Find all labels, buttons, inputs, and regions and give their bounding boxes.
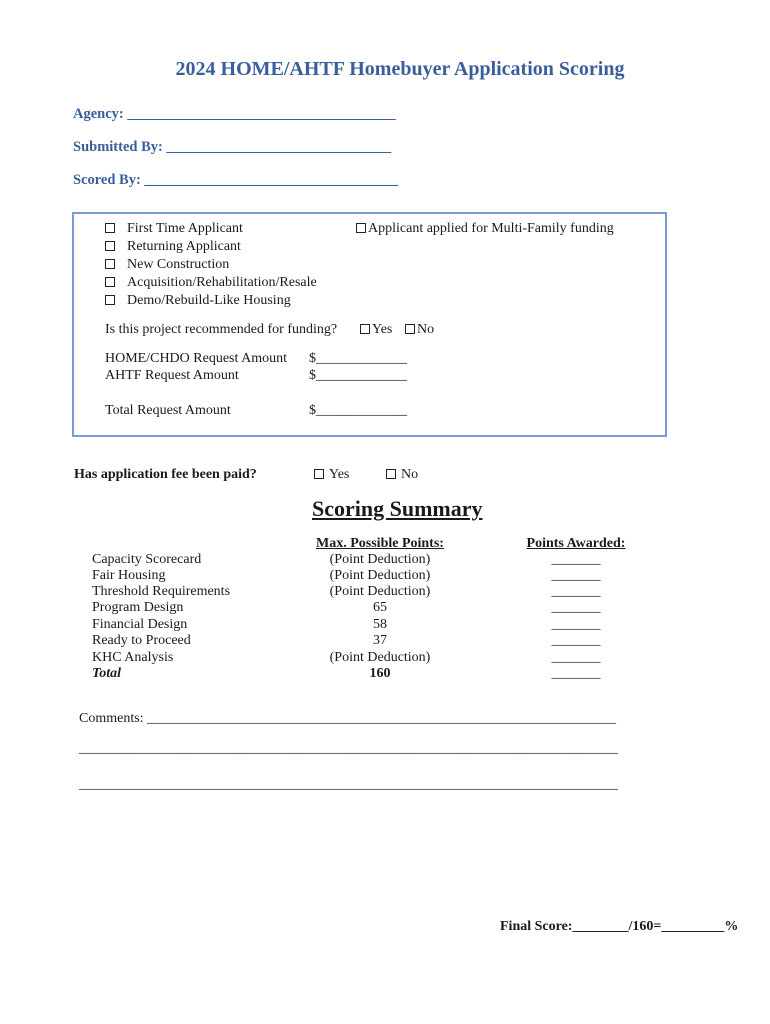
option-multifamily-funding[interactable]: Applicant applied for Multi-Family funding bbox=[356, 220, 614, 238]
final-score-field[interactable]: Final Score:________/160=_________% bbox=[500, 919, 739, 934]
row-label: Program Design bbox=[92, 600, 184, 615]
option-new-construction[interactable]: New Construction bbox=[105, 256, 229, 274]
agency-field[interactable]: Agency: _____________________________________ bbox=[73, 106, 396, 122]
fee-question: Has application fee been paid? bbox=[74, 467, 257, 482]
total-awarded-field[interactable]: _______ bbox=[551, 666, 601, 681]
row-max: 37 bbox=[373, 633, 387, 648]
scored-by-field[interactable]: Scored By: ___________________________________ bbox=[73, 172, 399, 188]
page-title: 2024 HOME/AHTF Homebuyer Application Scoring bbox=[175, 58, 625, 80]
comments-line-2[interactable]: _____________________________________________________________________________ bbox=[79, 741, 618, 756]
fee-yes[interactable]: Yes bbox=[314, 466, 349, 484]
row-label: Capacity Scorecard bbox=[92, 552, 202, 567]
total-max: 160 bbox=[369, 666, 391, 681]
option-first-time-applicant[interactable]: First Time Applicant bbox=[105, 220, 243, 238]
total-request-label: Total Request Amount bbox=[105, 403, 231, 418]
total-label: Total bbox=[92, 666, 122, 681]
checkbox-icon[interactable] bbox=[386, 469, 396, 479]
checkbox-icon[interactable] bbox=[314, 469, 324, 479]
row-awarded-field[interactable]: _______ bbox=[551, 600, 601, 615]
total-request-amount-field[interactable]: $_____________ bbox=[309, 403, 407, 418]
row-awarded-field[interactable]: _______ bbox=[551, 617, 601, 632]
row-awarded-field[interactable]: _______ bbox=[551, 552, 601, 567]
checkbox-icon[interactable] bbox=[105, 223, 115, 233]
fee-no[interactable]: No bbox=[386, 466, 418, 484]
ahtf-label: AHTF Request Amount bbox=[105, 368, 239, 383]
checkbox-icon[interactable] bbox=[360, 324, 370, 334]
comments-line-3[interactable]: _____________________________________________________________________________ bbox=[79, 777, 618, 792]
home-chdo-label: HOME/CHDO Request Amount bbox=[105, 351, 287, 366]
row-label: Financial Design bbox=[92, 617, 188, 632]
row-label: Threshold Requirements bbox=[92, 584, 231, 599]
row-awarded-field[interactable]: _______ bbox=[551, 650, 601, 665]
checkbox-icon[interactable] bbox=[405, 324, 415, 334]
checkbox-icon[interactable] bbox=[105, 259, 115, 269]
checkbox-icon[interactable] bbox=[105, 241, 115, 251]
row-max: (Point Deduction) bbox=[329, 584, 431, 599]
recommended-yes[interactable]: Yes bbox=[360, 321, 392, 339]
home-chdo-amount-field[interactable]: $_____________ bbox=[309, 351, 407, 366]
points-awarded-header: Points Awarded: bbox=[526, 536, 626, 551]
checkbox-icon[interactable] bbox=[105, 277, 115, 287]
scoring-summary-title: Scoring Summary bbox=[312, 496, 483, 521]
row-awarded-field[interactable]: _______ bbox=[551, 584, 601, 599]
max-points-header: Max. Possible Points: bbox=[316, 536, 444, 551]
row-awarded-field[interactable]: _______ bbox=[551, 568, 601, 583]
row-label: Ready to Proceed bbox=[92, 633, 191, 648]
row-max: (Point Deduction) bbox=[329, 568, 431, 583]
ahtf-amount-field[interactable]: $_____________ bbox=[309, 368, 407, 383]
row-max: 58 bbox=[373, 617, 387, 632]
checkbox-icon[interactable] bbox=[105, 295, 115, 305]
row-label: Fair Housing bbox=[92, 568, 166, 583]
submitted-by-field[interactable]: Submitted By: _______________________________ bbox=[73, 139, 392, 155]
option-returning-applicant[interactable]: Returning Applicant bbox=[105, 238, 241, 256]
recommended-no[interactable]: No bbox=[405, 321, 434, 339]
row-awarded-field[interactable]: _______ bbox=[551, 633, 601, 648]
row-max: (Point Deduction) bbox=[329, 552, 431, 567]
row-label: KHC Analysis bbox=[92, 650, 174, 665]
row-max: (Point Deduction) bbox=[329, 650, 431, 665]
row-max: 65 bbox=[373, 600, 387, 615]
comments-field[interactable]: Comments: ___________________________________________________________________ bbox=[79, 711, 617, 726]
option-acquisition-rehab-resale[interactable]: Acquisition/Rehabilitation/Resale bbox=[105, 274, 317, 292]
recommended-question: Is this project recommended for funding? bbox=[105, 322, 338, 337]
option-demo-rebuild[interactable]: Demo/Rebuild-Like Housing bbox=[105, 292, 291, 310]
checkbox-icon[interactable] bbox=[356, 223, 366, 233]
